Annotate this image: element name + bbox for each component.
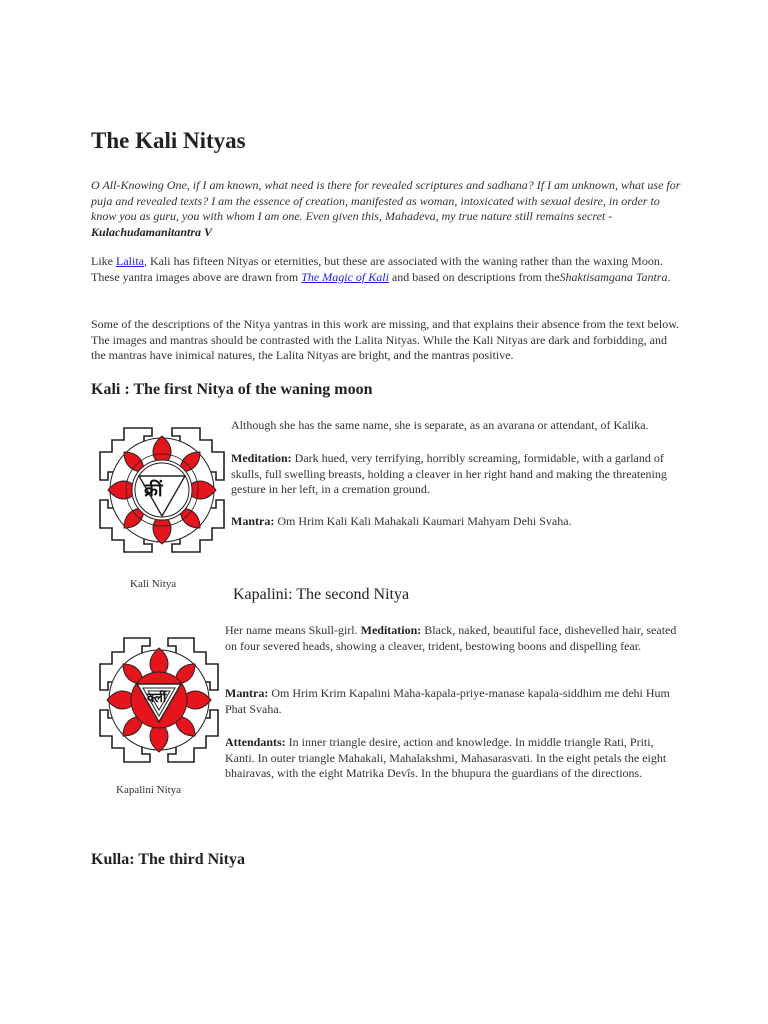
kapalini-bija-glyph: क्लीं <box>147 691 167 706</box>
kapalini-heading: Kapalini: The second Nitya <box>233 586 410 603</box>
kapalini-mantra <box>225 686 685 717</box>
kali-meditation-text: Dark hued, very terrifying, horribly screaming, formidable, with a garland of skulls, full swelling breasts, holding a cleaver in her right hand and making the threatening gesture in her left, in a cremation ground. <box>231 451 667 496</box>
lalita-link[interactable]: Lalita <box>116 254 144 268</box>
descriptions-paragraph: Some of the descriptions of the Nitya yantras in this work are missing, and that explains their absence from the text below. The images and mantras should be contrasted with the Lalita Nityas. While the Kali Nityas are dark and forbidding, and the mantras have inimical natures, the Lalita Nityas are bright, and the mantras positive. <box>91 317 680 362</box>
quote-source: Kulachudamanitantra V <box>91 224 213 239</box>
kapalini-mantra-label: Mantra: <box>225 686 269 700</box>
kali-caption: Kali Nitya <box>130 578 177 590</box>
kulla-heading: Kulla: The third Nitya <box>91 851 245 868</box>
kapalini-intro <box>225 623 685 654</box>
kali-meditation <box>231 451 691 498</box>
kali-mantra-text: Om Hrim Kali Kali Mahakali Kaumari Mahyam Dehi Svaha. <box>274 514 572 528</box>
kali-mantra-label: Mantra: <box>231 514 275 528</box>
quote-text: O All-Knowing One, if I am known, what need is there for revealed scriptures and sadhana? If I am unknown, what use for puja and revealed texts? I am the essence of creation, manifested as woman, intoxicated with sexual desire, in order to know you as guru, you with whom I am one. Even given this, Mahadeva, my true nature still remains secret - <box>91 178 681 223</box>
tantra-title: Shaktisamgana Tantra <box>559 269 668 284</box>
kali-heading: Kali : The first Nitya of the waning moon <box>91 381 373 398</box>
page-title: The Kali Nityas <box>91 128 246 153</box>
kapalini-meditation-label: Meditation: <box>360 623 422 637</box>
epigraph-quote <box>91 178 681 240</box>
intro-text-4: . <box>667 269 671 284</box>
kapalini-attendants <box>225 735 685 782</box>
magic-of-kali-link[interactable]: The Magic of Kali <box>301 269 389 284</box>
kali-meditation-label: Meditation: <box>231 451 292 465</box>
intro-text-2: , Kali has fifteen Nityas or eternities, but these are associated with the waning rather than the waxing Moon. These yantra images above are drawn from <box>91 254 663 284</box>
kapalini-caption: Kapalini Nitya <box>116 784 182 796</box>
intro-text-1: Like <box>91 254 116 268</box>
kali-intro: Although she has the same name, she is separate, as an avarana or attendant, of Kalika. <box>231 418 649 432</box>
kapalini-meditation-text: Black, naked, beautiful face, dishevelled hair, seated on four severed heads, showing a cleaver, trident, bestowing boons and dispelling fear. <box>225 623 677 653</box>
intro-text-3: and based on descriptions from the <box>388 269 560 284</box>
kali-bija-glyph: क्रीं <box>144 480 163 501</box>
kali-mantra <box>231 514 691 530</box>
kapalini-yantra-image <box>94 630 224 770</box>
kapalini-intro-text: Her name means Skull-girl. <box>225 623 361 637</box>
kapalini-attendants-label: Attendants: <box>225 735 286 749</box>
intro-paragraph <box>91 254 671 285</box>
kali-yantra-image <box>94 422 230 558</box>
kapalini-mantra-text: Om Hrim Krim Kapalini Maha-kapala-priye-manase kapala-siddhim me dehi Hum Phat Svaha. <box>225 686 670 716</box>
kapalini-attendants-text: In inner triangle desire, action and knowledge. In middle triangle Rati, Priti, Kanti. In outer triangle Mahakali, Mahalakshmi, Mahasarasvati. In the eight petals the eight bhairavas, with the eight Matrika Devîs. In the bhupura the guardians of the directions. <box>225 735 667 780</box>
